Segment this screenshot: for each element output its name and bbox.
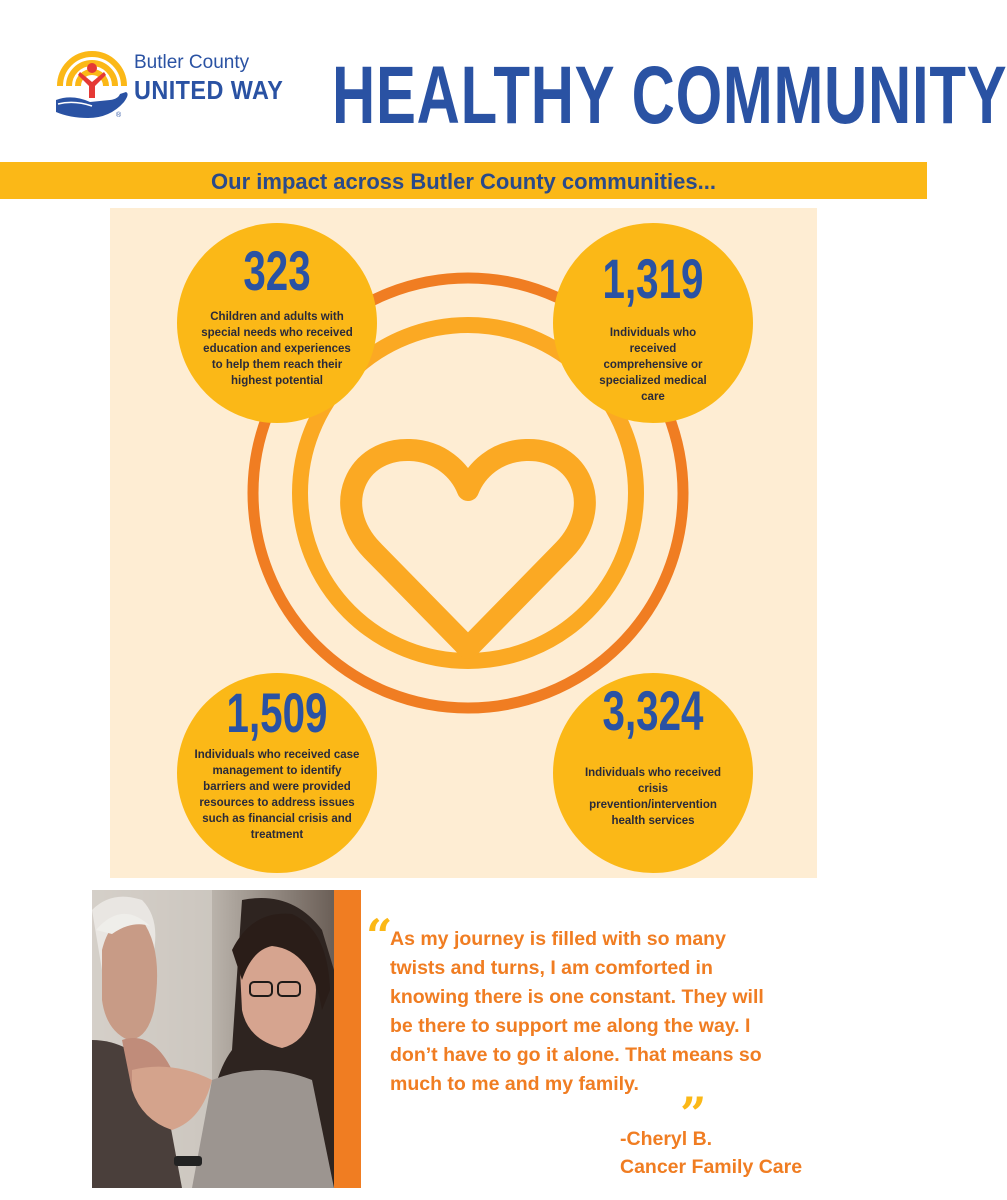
stat-special-needs (177, 223, 377, 423)
registered-mark: ® (116, 112, 122, 119)
testimonial-author: -Cheryl B. (620, 1128, 713, 1150)
logo-name-line1: Butler County (134, 52, 250, 73)
testimonial-attribution (620, 1125, 802, 1181)
close-quote-icon: ” (680, 1087, 707, 1141)
stat-medical-care (553, 223, 753, 423)
stat-description: Children and adults with special needs who received education and experiences to help them reach their highest potential (201, 311, 353, 387)
stat-description: Individuals who received comprehensive or specialized medical care (599, 327, 707, 403)
stat-description: Individuals who received crisis prevention/intervention health services (584, 767, 722, 827)
logo-name-line2: UNITED WAY (134, 75, 284, 105)
stat-description: Individuals who received case management to identify barriers and were provided resources to address issues such as financial crisis and treatment (194, 749, 360, 841)
stat-value: 3,324 (602, 679, 704, 742)
open-quote-icon: “ (366, 909, 393, 963)
testimonial-photo (92, 890, 334, 1188)
impact-panel (110, 208, 817, 878)
stat-case-management (177, 673, 377, 873)
impact-banner (0, 162, 927, 199)
heart-icon (351, 450, 585, 648)
page-title: HEALTHY COMMUNITY (332, 50, 1007, 141)
stat-value: 323 (243, 239, 311, 302)
stat-crisis-prevention (553, 673, 753, 873)
photo-illustration (92, 890, 334, 1188)
banner-text: Our impact across Butler County communities... (211, 169, 716, 194)
accent-bar (334, 890, 361, 1188)
stat-value: 1,509 (226, 681, 328, 744)
testimonial-quote: As my journey is filled with so many twists and turns, I am comforted in knowing there is one constant. They will be there to support me along the way. I don’t have to go it alone. That means so much to me and my family. (390, 928, 764, 1095)
stat-value: 1,319 (602, 247, 704, 310)
testimonial-organization: Cancer Family Care (620, 1156, 803, 1178)
